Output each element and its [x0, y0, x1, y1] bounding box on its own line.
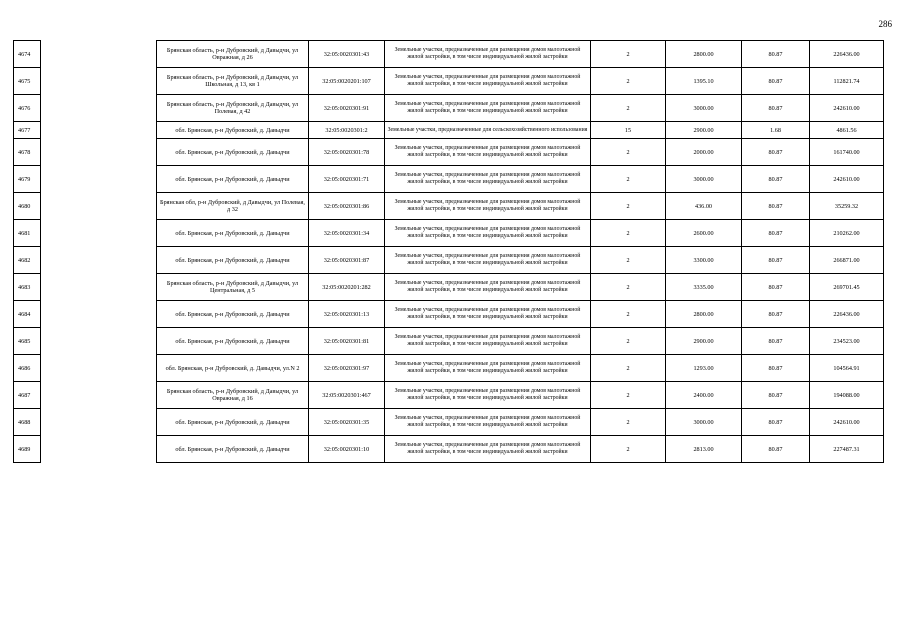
area-cell: 2900.00 [666, 122, 742, 139]
specific-value-cell: 80.87 [742, 68, 810, 95]
row-number-cell: 4686 [14, 355, 41, 382]
specific-value-cell: 80.87 [742, 409, 810, 436]
cadastral-value-cell: 226436.00 [810, 301, 884, 328]
address-cell: обл. Брянская, р-н Дубровский, д. Давыдчи [157, 166, 309, 193]
group-number-cell: 2 [591, 139, 666, 166]
spacer-cell [41, 382, 157, 409]
group-number-cell: 2 [591, 409, 666, 436]
table-row [14, 193, 884, 220]
table-row [14, 436, 884, 463]
spacer-cell [41, 247, 157, 274]
table-row [14, 274, 884, 301]
address-cell: обл. Брянская, р-н Дубровский, д. Давыдчи [157, 301, 309, 328]
cadastral-value-cell: 234523.00 [810, 328, 884, 355]
specific-value-cell: 80.87 [742, 95, 810, 122]
land-use-cell: Земельные участки, предназначенные для размещения домов малоэтажной жилой застройки, в том числе индивидуальной жилой застройки [385, 328, 591, 355]
cadastral-number-cell: 32:05:0020301:2 [309, 122, 385, 139]
table-row [14, 409, 884, 436]
specific-value-cell: 80.87 [742, 166, 810, 193]
area-cell: 436.00 [666, 193, 742, 220]
area-cell: 2600.00 [666, 220, 742, 247]
table-row [14, 95, 884, 122]
specific-value-cell: 80.87 [742, 193, 810, 220]
table-row [14, 301, 884, 328]
spacer-cell [41, 193, 157, 220]
address-cell: обл. Брянская, р-н Дубровский, д. Давыдчи [157, 220, 309, 247]
specific-value-cell: 80.87 [742, 382, 810, 409]
area-cell: 3335.00 [666, 274, 742, 301]
cadastral-number-cell: 32:05:0020201:107 [309, 68, 385, 95]
registry-body [14, 41, 884, 463]
row-number-cell: 4676 [14, 95, 41, 122]
group-number-cell: 15 [591, 122, 666, 139]
group-number-cell: 2 [591, 328, 666, 355]
table-row [14, 68, 884, 95]
group-number-cell: 2 [591, 274, 666, 301]
specific-value-cell: 80.87 [742, 328, 810, 355]
cadastral-number-cell: 32:05:0020301:34 [309, 220, 385, 247]
spacer-cell [41, 436, 157, 463]
row-number-cell: 4683 [14, 274, 41, 301]
group-number-cell: 2 [591, 301, 666, 328]
land-registry-table [13, 40, 884, 463]
row-number-cell: 4675 [14, 68, 41, 95]
row-number-cell: 4684 [14, 301, 41, 328]
cadastral-value-cell: 269701.45 [810, 274, 884, 301]
cadastral-number-cell: 32:05:0020301:97 [309, 355, 385, 382]
land-use-cell: Земельные участки, предназначенные для сельскохозяйственного использования [385, 122, 591, 139]
area-cell: 3300.00 [666, 247, 742, 274]
land-use-cell: Земельные участки, предназначенные для размещения домов малоэтажной жилой застройки, в том числе индивидуальной жилой застройки [385, 68, 591, 95]
row-number-cell: 4680 [14, 193, 41, 220]
specific-value-cell: 1.68 [742, 122, 810, 139]
area-cell: 2813.00 [666, 436, 742, 463]
address-cell: обл. Брянская, р-н Дубровский, д. Давыдчи [157, 436, 309, 463]
address-cell: обл. Брянская, р-н Дубровский, д. Давыдчи [157, 139, 309, 166]
cadastral-value-cell: 4861.56 [810, 122, 884, 139]
land-use-cell: Земельные участки, предназначенные для размещения домов малоэтажной жилой застройки, в том числе индивидуальной жилой застройки [385, 193, 591, 220]
address-cell: Брянская область, р-н Дубровский, д Давыдчи, ул Центральная, д 5 [157, 274, 309, 301]
cadastral-number-cell: 32:05:0020201:282 [309, 274, 385, 301]
area-cell: 2800.00 [666, 301, 742, 328]
table-row [14, 41, 884, 68]
group-number-cell: 2 [591, 247, 666, 274]
land-use-cell: Земельные участки, предназначенные для размещения домов малоэтажной жилой застройки, в том числе индивидуальной жилой застройки [385, 301, 591, 328]
specific-value-cell: 80.87 [742, 301, 810, 328]
area-cell: 2000.00 [666, 139, 742, 166]
cadastral-number-cell: 32:05:0020301:71 [309, 166, 385, 193]
cadastral-value-cell: 194088.00 [810, 382, 884, 409]
row-number-cell: 4681 [14, 220, 41, 247]
cadastral-value-cell: 112821.74 [810, 68, 884, 95]
cadastral-number-cell: 32:05:0020301:35 [309, 409, 385, 436]
cadastral-value-cell: 242610.00 [810, 166, 884, 193]
group-number-cell: 2 [591, 382, 666, 409]
land-use-cell: Земельные участки, предназначенные для размещения домов малоэтажной жилой застройки, в том числе индивидуальной жилой застройки [385, 41, 591, 68]
group-number-cell: 2 [591, 355, 666, 382]
row-number-cell: 4685 [14, 328, 41, 355]
cadastral-number-cell: 32:05:0020301:78 [309, 139, 385, 166]
row-number-cell: 4682 [14, 247, 41, 274]
area-cell: 3000.00 [666, 166, 742, 193]
cadastral-value-cell: 35259.32 [810, 193, 884, 220]
land-use-cell: Земельные участки, предназначенные для размещения домов малоэтажной жилой застройки, в том числе индивидуальной жилой застройки [385, 247, 591, 274]
spacer-cell [41, 301, 157, 328]
land-use-cell: Земельные участки, предназначенные для размещения домов малоэтажной жилой застройки, в том числе индивидуальной жилой застройки [385, 95, 591, 122]
area-cell: 3000.00 [666, 95, 742, 122]
address-cell: Брянская область, р-н Дубровский, д Давыдчи, ул Овражная, д 16 [157, 382, 309, 409]
specific-value-cell: 80.87 [742, 436, 810, 463]
address-cell: Брянская область, р-н Дубровский, д Давыдчи, ул Школьная, д 13, кв 1 [157, 68, 309, 95]
address-cell: Брянская область, р-н Дубровский, д Давыдчи, ул Овражная, д 26 [157, 41, 309, 68]
table-row [14, 247, 884, 274]
cadastral-value-cell: 210262.00 [810, 220, 884, 247]
land-use-cell: Земельные участки, предназначенные для размещения домов малоэтажной жилой застройки, в том числе индивидуальной жилой застройки [385, 355, 591, 382]
address-cell: обл. Брянская, р-н Дубровский, д. Давыдчи [157, 247, 309, 274]
row-number-cell: 4688 [14, 409, 41, 436]
group-number-cell: 2 [591, 166, 666, 193]
cadastral-value-cell: 161740.00 [810, 139, 884, 166]
group-number-cell: 2 [591, 220, 666, 247]
spacer-cell [41, 139, 157, 166]
cadastral-number-cell: 32:05:0020301:86 [309, 193, 385, 220]
page-number: 286 [878, 19, 892, 29]
spacer-cell [41, 220, 157, 247]
area-cell: 2400.00 [666, 382, 742, 409]
spacer-cell [41, 328, 157, 355]
area-cell: 3000.00 [666, 409, 742, 436]
row-number-cell: 4689 [14, 436, 41, 463]
row-number-cell: 4674 [14, 41, 41, 68]
row-number-cell: 4679 [14, 166, 41, 193]
cadastral-value-cell: 227487.31 [810, 436, 884, 463]
group-number-cell: 2 [591, 436, 666, 463]
cadastral-value-cell: 242610.00 [810, 409, 884, 436]
address-cell: Брянская обл, р-н Дубровский, д Давыдчи, ул Полевая, д 32 [157, 193, 309, 220]
specific-value-cell: 80.87 [742, 220, 810, 247]
land-use-cell: Земельные участки, предназначенные для размещения домов малоэтажной жилой застройки, в том числе индивидуальной жилой застройки [385, 274, 591, 301]
land-use-cell: Земельные участки, предназначенные для размещения домов малоэтажной жилой застройки, в том числе индивидуальной жилой застройки [385, 139, 591, 166]
table-row [14, 328, 884, 355]
row-number-cell: 4677 [14, 122, 41, 139]
cadastral-value-cell: 242610.00 [810, 95, 884, 122]
table-row [14, 382, 884, 409]
cadastral-value-cell: 266871.00 [810, 247, 884, 274]
spacer-cell [41, 409, 157, 436]
spacer-cell [41, 122, 157, 139]
area-cell: 2800.00 [666, 41, 742, 68]
row-number-cell: 4687 [14, 382, 41, 409]
address-cell: обл. Брянская, р-н Дубровский, д. Давыдчи, ул.N 2 [157, 355, 309, 382]
spacer-cell [41, 68, 157, 95]
table-row [14, 355, 884, 382]
table-row [14, 220, 884, 247]
group-number-cell: 2 [591, 68, 666, 95]
land-use-cell: Земельные участки, предназначенные для размещения домов малоэтажной жилой застройки, в том числе индивидуальной жилой застройки [385, 382, 591, 409]
group-number-cell: 2 [591, 95, 666, 122]
address-cell: Брянская область, р-н Дубровский, д Давыдчи, ул Полевая, д 42 [157, 95, 309, 122]
address-cell: обл. Брянская, р-н Дубровский, д. Давыдчи [157, 328, 309, 355]
land-use-cell: Земельные участки, предназначенные для размещения домов малоэтажной жилой застройки, в том числе индивидуальной жилой застройки [385, 166, 591, 193]
table-row [14, 166, 884, 193]
cadastral-number-cell: 32:05:0020301:13 [309, 301, 385, 328]
area-cell: 1293.00 [666, 355, 742, 382]
cadastral-value-cell: 226436.00 [810, 41, 884, 68]
group-number-cell: 2 [591, 41, 666, 68]
cadastral-value-cell: 104564.91 [810, 355, 884, 382]
spacer-cell [41, 355, 157, 382]
group-number-cell: 2 [591, 193, 666, 220]
land-use-cell: Земельные участки, предназначенные для размещения домов малоэтажной жилой застройки, в том числе индивидуальной жилой застройки [385, 436, 591, 463]
specific-value-cell: 80.87 [742, 139, 810, 166]
area-cell: 1395.10 [666, 68, 742, 95]
table-row [14, 139, 884, 166]
spacer-cell [41, 166, 157, 193]
specific-value-cell: 80.87 [742, 355, 810, 382]
table-row [14, 122, 884, 139]
specific-value-cell: 80.87 [742, 247, 810, 274]
area-cell: 2900.00 [666, 328, 742, 355]
spacer-cell [41, 41, 157, 68]
land-use-cell: Земельные участки, предназначенные для размещения домов малоэтажной жилой застройки, в том числе индивидуальной жилой застройки [385, 409, 591, 436]
cadastral-number-cell: 32:05:0020301:467 [309, 382, 385, 409]
specific-value-cell: 80.87 [742, 41, 810, 68]
address-cell: обл. Брянская, р-н Дубровский, д. Давыдчи [157, 409, 309, 436]
land-use-cell: Земельные участки, предназначенные для размещения домов малоэтажной жилой застройки, в том числе индивидуальной жилой застройки [385, 220, 591, 247]
cadastral-number-cell: 32:05:0020301:87 [309, 247, 385, 274]
row-number-cell: 4678 [14, 139, 41, 166]
address-cell: обл. Брянская, р-н Дубровский, д. Давыдчи [157, 122, 309, 139]
spacer-cell [41, 274, 157, 301]
cadastral-number-cell: 32:05:0020301:81 [309, 328, 385, 355]
cadastral-number-cell: 32:05:0020301:43 [309, 41, 385, 68]
spacer-cell [41, 95, 157, 122]
cadastral-number-cell: 32:05:0020301:10 [309, 436, 385, 463]
specific-value-cell: 80.87 [742, 274, 810, 301]
cadastral-number-cell: 32:05:0020301:91 [309, 95, 385, 122]
